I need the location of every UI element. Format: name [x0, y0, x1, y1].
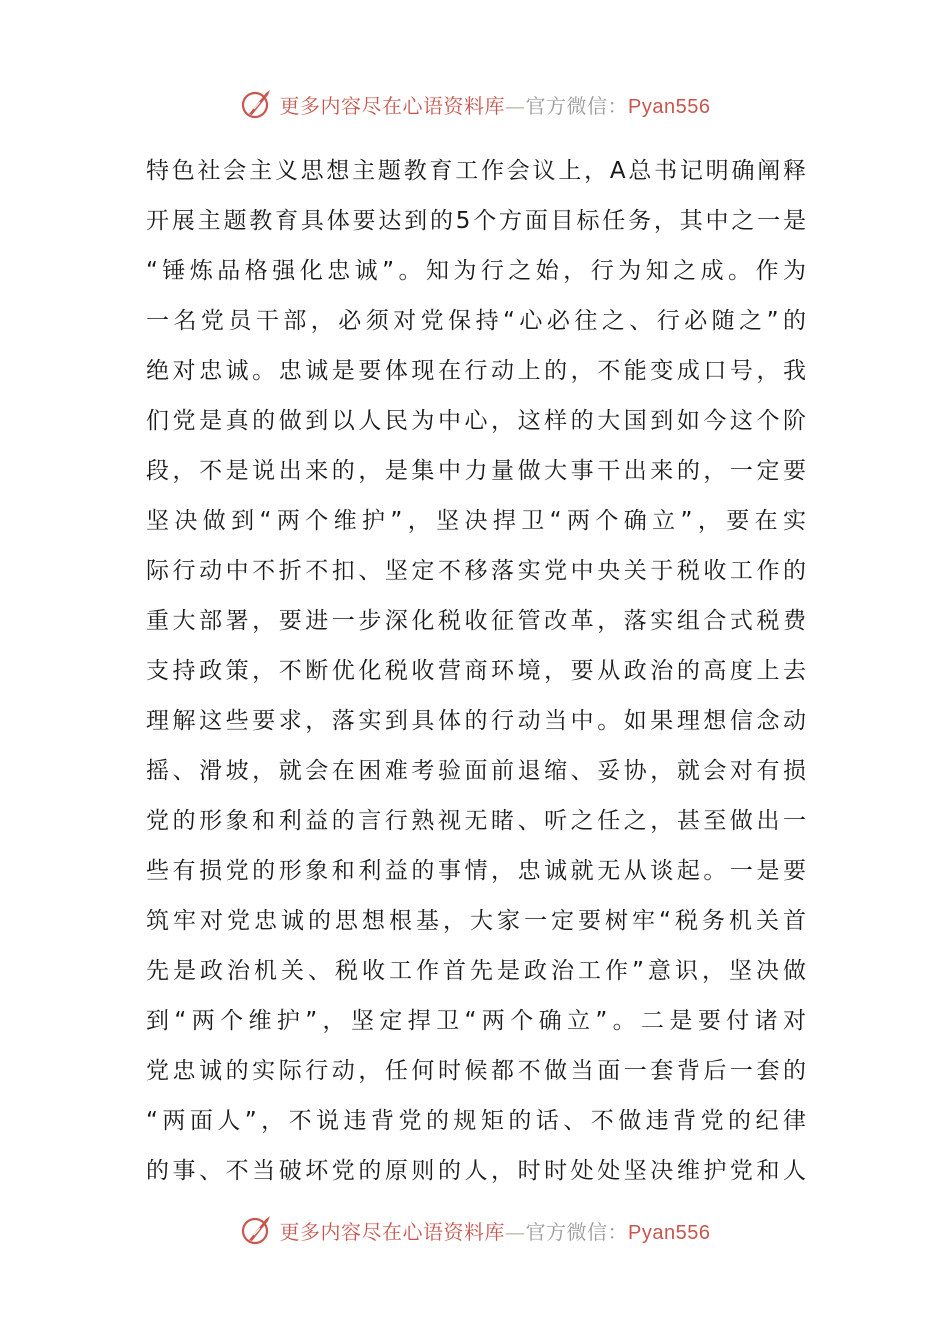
- quill-logo-icon: [240, 87, 274, 121]
- body-line: 们党是真的做到以人民为中心，这样的大国到如今这个阶: [146, 408, 806, 434]
- body-line: 坚决做到“两个维护”，坚决捍卫“两个确立”，要在实: [146, 508, 806, 534]
- body-line: “两面人”，不说违背党的规矩的话、不做违背党的纪律: [146, 1108, 806, 1134]
- body-line: 到“两个维护”，坚定捍卫“两个确立”。二是要付诸对: [146, 1008, 806, 1034]
- body-line: “锤炼品格强化忠诚”。知为行之始，行为知之成。作为: [146, 258, 806, 284]
- body-line: 重大部署，要进一步深化税收征管改革，落实组合式税费: [146, 608, 806, 634]
- header-banner: [0, 84, 950, 124]
- body-line: 理解这些要求，落实到具体的行动当中。如果理想信念动: [146, 708, 806, 734]
- footer-banner: [0, 1210, 950, 1250]
- body-line: 先是政治机关、税收工作首先是政治工作”意识，坚决做: [146, 958, 806, 984]
- footer-banner-text: 更多内容尽在心语资料库—官方微信：Pyan556: [279, 1219, 711, 1244]
- body-line: 际行动中不折不扣、坚定不移落实党中央关于税收工作的: [146, 558, 806, 584]
- body-line: 摇、滑坡，就会在困难考验面前退缩、妥协，就会对有损: [146, 758, 806, 784]
- body-line: 的事、不当破坏党的原则的人，时时处处坚决维护党和人: [146, 1158, 806, 1184]
- body-line: 筑牢对党忠诚的思想根基，大家一定要树牢“税务机关首: [146, 908, 806, 934]
- body-line: 党忠诚的实际行动，任何时候都不做当面一套背后一套的: [146, 1058, 806, 1084]
- document-body: [146, 146, 806, 1196]
- body-line: 些有损党的形象和利益的事情，忠诚就无从谈起。一是要: [146, 858, 806, 884]
- body-line: 绝对忠诚。忠诚是要体现在行动上的，不能变成口号，我: [146, 358, 806, 384]
- body-line: 特色社会主义思想主题教育工作会议上，A总书记明确阐释: [146, 158, 806, 184]
- body-line: 开展主题教育具体要达到的5个方面目标任务，其中之一是: [146, 208, 806, 234]
- quill-logo-icon: [240, 1213, 274, 1247]
- body-line: 支持政策，不断优化税收营商环境，要从政治的高度上去: [146, 658, 806, 684]
- header-banner-text: 更多内容尽在心语资料库—官方微信：Pyan556: [279, 93, 711, 118]
- body-line: 党的形象和利益的言行熟视无睹、听之任之，甚至做出一: [146, 808, 806, 834]
- body-line: 一名党员干部，必须对党保持“心必往之、行必随之”的: [146, 308, 806, 334]
- body-line: 段，不是说出来的，是集中力量做大事干出来的，一定要: [146, 458, 806, 484]
